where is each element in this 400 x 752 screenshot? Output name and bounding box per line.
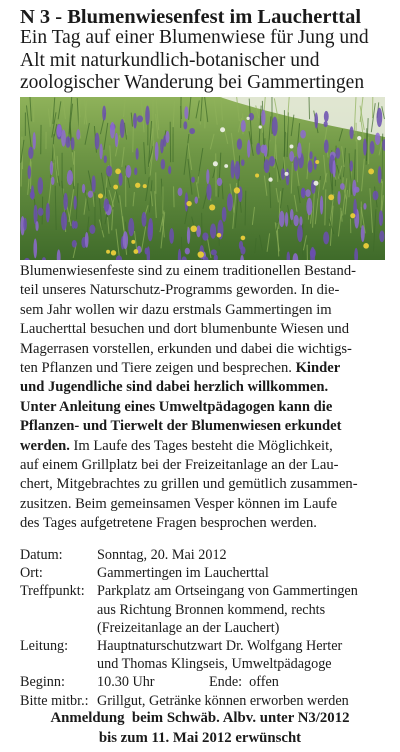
start-label: Beginn:: [20, 674, 65, 691]
date-row: [20, 546, 390, 564]
description-line: Blumenwiesenfeste sind zu einem traditionellen Bestand-: [20, 263, 356, 279]
description-line: [20, 437, 385, 456]
meeting-point-value: [97, 582, 358, 637]
registration-note: [0, 708, 400, 748]
bring-value: Grillgut, Getränke können erworben werden: [97, 692, 349, 709]
leader-label: Leitung:: [20, 638, 69, 655]
description-emphasis: und Jugendliche sind dabei herzlich willkommen.: [20, 379, 329, 396]
leader-row: [20, 637, 390, 673]
event-details: [20, 546, 390, 710]
start-time: 10.30 Uhr: [97, 674, 155, 691]
meeting-point-line: Parkplatz am Ortseingang von Gammertingen: [97, 583, 358, 600]
description-line: [20, 417, 385, 436]
registration-line: Anmeldung beim Schwäb. Albv. unter N3/2012: [50, 710, 350, 726]
description-line: sem Jahr wollen wir dazu erstmals Gammertingen im: [20, 301, 332, 318]
description-emphasis: Kinder: [295, 360, 341, 377]
location-label: Ort:: [20, 565, 43, 582]
leader-line: und Thomas Klingseis, Umweltpädagoge: [97, 656, 332, 673]
meeting-point-line: (Freizeitanlage an der Lauchert): [97, 619, 280, 636]
date-value: Sonntag, 20. Mai 2012: [97, 547, 227, 563]
meadow-photo-image: [20, 97, 385, 260]
location-row: [20, 564, 390, 582]
location-value: Gammertingen im Laucherttal: [97, 565, 269, 582]
start-row: [20, 673, 390, 691]
description-text: Im Laufe des Tages besteht die Möglichkeit,: [69, 437, 333, 454]
description-line: [20, 378, 385, 397]
description-line: des Tages aufgetretene Fragen besprochen werden.: [20, 515, 317, 532]
meeting-point-row: [20, 582, 390, 637]
description-line: Laucherttal besuchen und dort blumenbunte Wiesen und: [20, 321, 350, 338]
subtitle-line: zoologischer Wanderung bei Gammertingen: [20, 72, 365, 93]
subtitle-line: Alt mit naturkundlich-botanischer und: [20, 49, 320, 71]
description-line: Magerrasen vorstellen, erkunden und dabei die wichtigs-: [20, 340, 352, 357]
leader-value: [97, 637, 342, 673]
description-line: teil unseres Naturschutz-Programms geworden. In die-: [20, 282, 340, 299]
meeting-point-label: Treffpunkt:: [20, 583, 85, 600]
description-line: chert, Mitgebrachtes zu grillen und gemütlich zusammen-: [20, 476, 358, 493]
description-line: [20, 359, 385, 378]
description-emphasis: Pflanzen- und Tierwelt der Blumenwiesen erkundet: [20, 418, 342, 435]
description-emphasis: Unter Anleitung eines Umweltpädagogen kann die: [20, 398, 333, 415]
meadow-photo: [20, 97, 385, 260]
description-emphasis: werden.: [20, 437, 70, 454]
event-subtitle: [20, 27, 390, 95]
description-line: auf einem Grillplatz bei der Freizeitanlage an der Lau-: [20, 457, 339, 474]
start-value: [97, 673, 279, 691]
subtitle-line: Ein Tag auf einer Blumenwiese für Jung und: [20, 27, 369, 48]
registration-line: bis zum 11. Mai 2012 erwünscht: [98, 730, 302, 746]
date-label: Datum:: [20, 547, 63, 563]
end-time: Ende: offen: [209, 674, 279, 691]
description-text: ten Pflanzen und Tiere zeigen und besprechen.: [20, 360, 296, 377]
description-line: zusitzen. Beim gemeinsamen Vesper können im Laufe: [20, 495, 338, 512]
bring-label: Bitte mitbr.:: [20, 692, 89, 709]
description-line: [20, 398, 385, 417]
event-description: [20, 262, 385, 534]
leader-line: Hauptnaturschutzwart Dr. Wolfgang Herter: [97, 638, 343, 655]
meeting-point-line: aus Richtung Bronnen kommend, rechts: [97, 601, 326, 618]
event-title: N 3 - Blumenwiesenfest im Laucherttal: [20, 6, 362, 28]
